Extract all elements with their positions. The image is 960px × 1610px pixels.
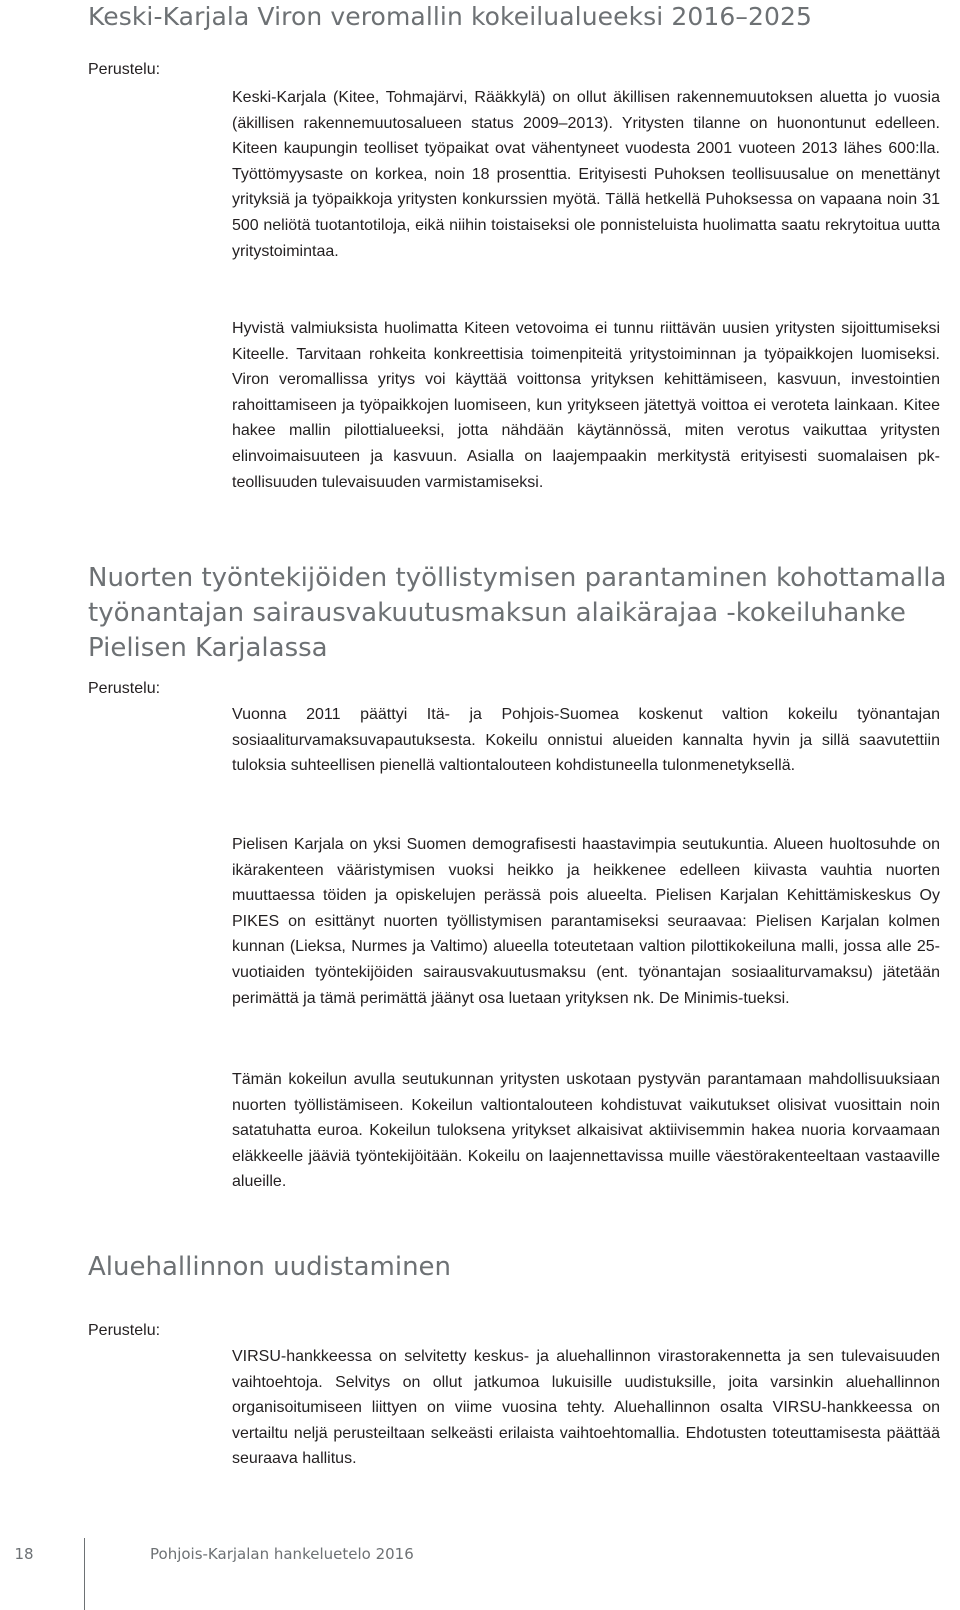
section-heading-keski-karjala: Keski-Karjala Viron veromallin kokeilualueeksi 2016–2025 (88, 2, 813, 31)
perustelu-label: Perustelu: (88, 61, 161, 78)
body-paragraph: Keski-Karjala (Kitee, Tohmajärvi, Rääkkylä) on ollut äkillisen rakennemuutoksen aluetta jo vuosia (äkillisen rakennemuutosalueen status 2009–2013). Yritysten tilanne on huonontunut edelleen. Kiteen kaupungin teolliset työpaikat ovat vähentyneet vuodesta 2001 vuoteen 2013 lähes 600:lla. Työttömyysaste on korkea, noin 18 prosenttia. Erityisesti Puhoksen teollisuusalue on menettänyt yrityksiä ja työpaikkoja yritysten konkurssien myötä. Tällä hetkellä Puhoksessa on vapaana noin 31 500 neliötä tuotantotiloja, eikä niihin toistaiseksi ole ponnisteluista huolimatta saatu rekrytoitua uutta yritystoimintaa. (232, 89, 940, 260)
page-number: 18 (14, 1545, 34, 1563)
footer-divider (84, 1538, 85, 1610)
perustelu-label: Perustelu: (88, 680, 161, 697)
body-paragraph: VIRSU-hankkeessa on selvitetty keskus- ja aluehallinnon virastorakennetta ja sen tulevaisuuden vaihtoehtoja. Selvitys on ollut jatkumoa lukuisille uudistuksille, joita varsinkin aluehallinnon organisoitumiseen liittyen on viime vuosina tehty. Aluehallinnon osalta VIRSU-hankkeessa on vertailtu neljä perusteiltaan selkeästi erilaista vaihtoehtomallia. Ehdotusten toteuttamisesta päättää seuraava hallitus. (232, 1348, 940, 1468)
footer-publication-title: Pohjois-Karjalan hankeluetelo 2016 (150, 1545, 414, 1563)
section-heading-aluehallinto: Aluehallinnon uudistaminen (88, 1252, 452, 1282)
perustelu-label: Perustelu: (88, 1322, 161, 1339)
body-paragraph: Tämän kokeilun avulla seutukunnan yritysten uskotaan pystyvän parantamaan mahdollisuuksiaan nuorten työllistämiseen. Kokeilun valtiontalouteen kohdistuvat vaikutukset olisivat vuosittain noin satatuhatta euroa. Kokeilun tuloksena yritykset alkaisivat aktiivisemmin hakea nuoria korvaamaan eläkkeelle jääviä työntekijöitään. Kokeilu on laajennettavissa muille väestörakenteeltaan vastaaville alueille. (232, 1071, 940, 1191)
body-paragraph: Pielisen Karjala on yksi Suomen demografisesti haastavimpia seutukuntia. Alueen huoltosuhde on ikärakenteen vääristymisen vuoksi heikko ja heikkenee edelleen kiivasta vauhtia nuorten muuttaessa töiden ja opiskelujen perässä pois alueelta. Pielisen Karjalan Kehittämiskeskus Oy PIKES on esittänyt nuorten työllistymisen parantamiseksi seuraavaa: Pielisen Karjalan kolmen kunnan (Lieksa, Nurmes ja Valtimo) alueella toteutetaan valtion pilottikokeiluna malli, jossa alle 25-vuotiaiden työntekijöiden sairausvakuutusmaksu (ent. työnantajan sosiaaliturvamaksu) jätetään perimättä ja tämä perimättä jäänyt osa luetaan yrityksen nk. De Minimis-tueksi. (232, 836, 940, 1007)
section-heading-nuorten-tyollistyminen: Nuorten työntekijöiden työllistymisen parantaminen kohottamalla työnantajan sairausvakuutusmaksun alaikärajaa -kokeiluhanke Pielisen Karjalassa (88, 563, 947, 663)
body-paragraph: Hyvistä valmiuksista huolimatta Kiteen vetovoima ei tunnu riittävän uusien yritysten sijoittumiseksi Kiteelle. Tarvitaan rohkeita konkreettisia toimenpiteitä yritystoiminnan ja työpaikkojen luomiseksi. Viron veromallissa yritys voi käyttää voittonsa yrityksen kehittämiseen, kasvuun, investointien rahoittamiseen ja työpaikkojen luomiseen, kun yritykseen jätettyä voittoa ei veroteta lainkaan. Kitee hakee mallin pilottialueeksi, jotta nähdään käytännössä, miten verotus vaikuttaa yritysten elinvoimaisuuteen ja kasvuun. Asialla on laajempaakin merkitystä erityisesti suomalaisen pk-teollisuuden tulevaisuuden varmistamiseksi. (232, 320, 940, 491)
body-paragraph: Vuonna 2011 päättyi Itä- ja Pohjois-Suomea koskenut valtion kokeilu työnantajan sosiaaliturvamaksuvapautuksesta. Kokeilu onnistui alueiden kannalta hyvin ja sillä saavutettiin tuloksia suhteellisen pienellä valtiontalouteen kohdistuneella tulonmenetyksellä. (232, 706, 940, 775)
